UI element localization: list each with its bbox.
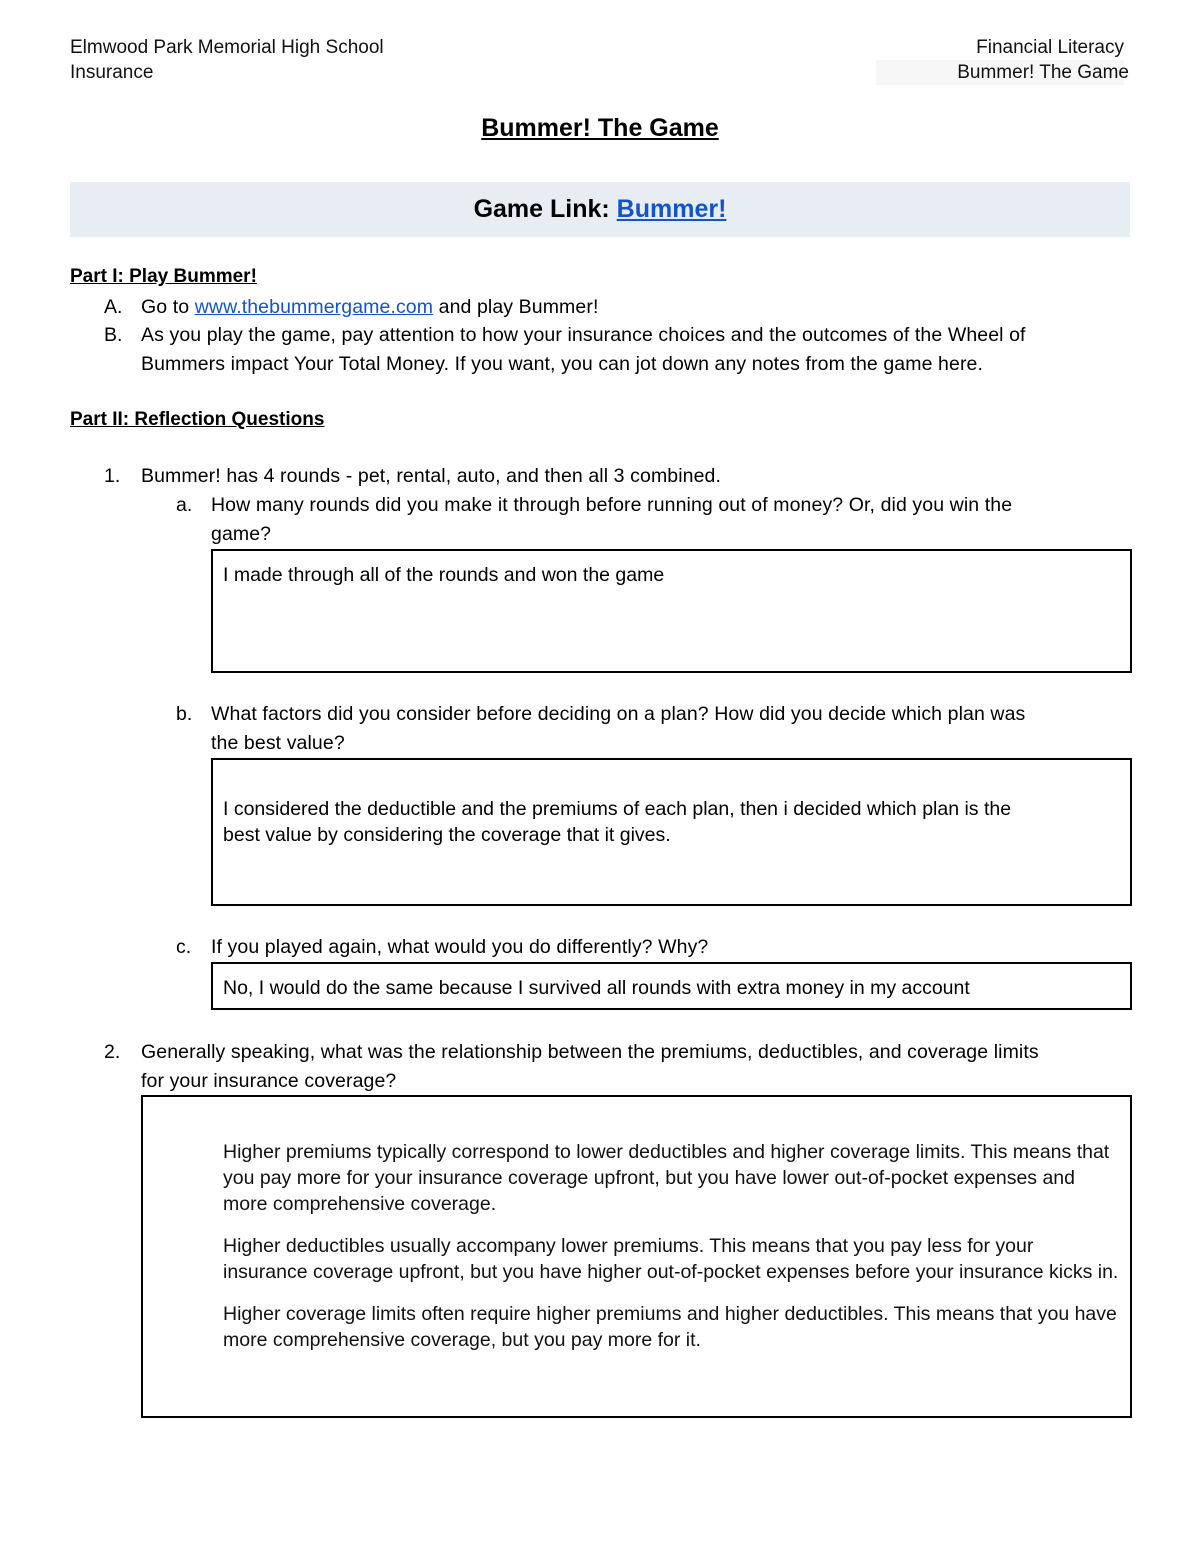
q1c-text: If you played again, what would you do differently? Why? [211, 936, 709, 958]
q1b-line2: the best value? [211, 732, 345, 754]
answer-2-paragraph: Higher coverage limits often require higher premiums and higher deductibles. This means that you have more comprehensive coverage, but you pay more for it. [223, 1303, 1117, 1351]
part1-marker-a: A. [104, 296, 123, 318]
game-link-banner [70, 182, 1130, 237]
q1b-marker: b. [176, 703, 193, 725]
q1a-line2: game? [211, 523, 272, 545]
q2-line2: for your insurance coverage? [141, 1070, 397, 1092]
header-school: Elmwood Park Memorial High School [70, 37, 384, 58]
q1b-line1: What factors did you consider before deciding on a plan? How did you decide which plan was [211, 703, 1026, 725]
item-a-suffix: and play Bummer! [438, 296, 599, 318]
q1-marker: 1. [104, 465, 121, 487]
answer-1b-line2: best value by considering the coverage that it gives. [223, 824, 671, 846]
game-link-label: Game Link: [473, 195, 610, 223]
part1-marker-b: B. [104, 324, 123, 346]
q1a-marker: a. [176, 494, 193, 516]
part1-item-b-line1: As you play the game, pay attention to how your insurance choices and the outcomes of the Wheel of [141, 324, 1026, 346]
game-link[interactable]: Bummer! [616, 195, 727, 223]
header-unit: Insurance [70, 62, 154, 83]
header-doc-title: Bummer! The Game [957, 62, 1129, 83]
answer-box-1c[interactable] [211, 962, 1132, 1010]
q2-marker: 2. [104, 1041, 121, 1063]
item-a-prefix: Go to [141, 296, 190, 318]
answer-2-paragraph: Higher premiums typically correspond to lower deductibles and higher coverage limits. This means that you pay more for your insurance coverage upfront, but you have lower out-of-pocket expenses and more comprehensive coverage. [223, 1141, 1110, 1215]
q1-text: Bummer! has 4 rounds - pet, rental, auto, and then all 3 combined. [141, 465, 722, 487]
part2-heading: Part II: Reflection Questions [70, 409, 325, 430]
answer-1a: I made through all of the rounds and won the game [223, 564, 665, 586]
answer-box-1a[interactable] [211, 549, 1132, 673]
q2-line1: Generally speaking, what was the relationship between the premiums, deductibles, and coverage limits [141, 1041, 1039, 1063]
bummergame-link[interactable]: www.thebummergame.com [194, 296, 434, 318]
page-title: Bummer! The Game [481, 114, 719, 142]
part1-item-a [141, 293, 598, 322]
q1a-line1: How many rounds did you make it through before running out of money? Or, did you win the [211, 494, 1013, 516]
header-course: Financial Literacy [976, 37, 1124, 58]
answer-2-paragraph: Higher deductibles usually accompany lower premiums. This means that you pay less for your insurance coverage upfront, but you have higher out-of-pocket expenses before your insurance kicks in. [223, 1235, 1119, 1283]
answer-2 [223, 1139, 1121, 1369]
part1-item-b-line2: Bummers impact Your Total Money. If you want, you can jot down any notes from the game here. [141, 353, 983, 375]
answer-1c: No, I would do the same because I survived all rounds with extra money in my account [223, 977, 970, 999]
answer-1b-line1: I considered the deductible and the premiums of each plan, then i decided which plan is the [223, 798, 1012, 820]
part1-heading: Part I: Play Bummer! [70, 266, 257, 287]
q1c-marker: c. [176, 936, 192, 958]
answer-box-2[interactable] [141, 1095, 1132, 1418]
answer-box-1b[interactable] [211, 758, 1132, 906]
